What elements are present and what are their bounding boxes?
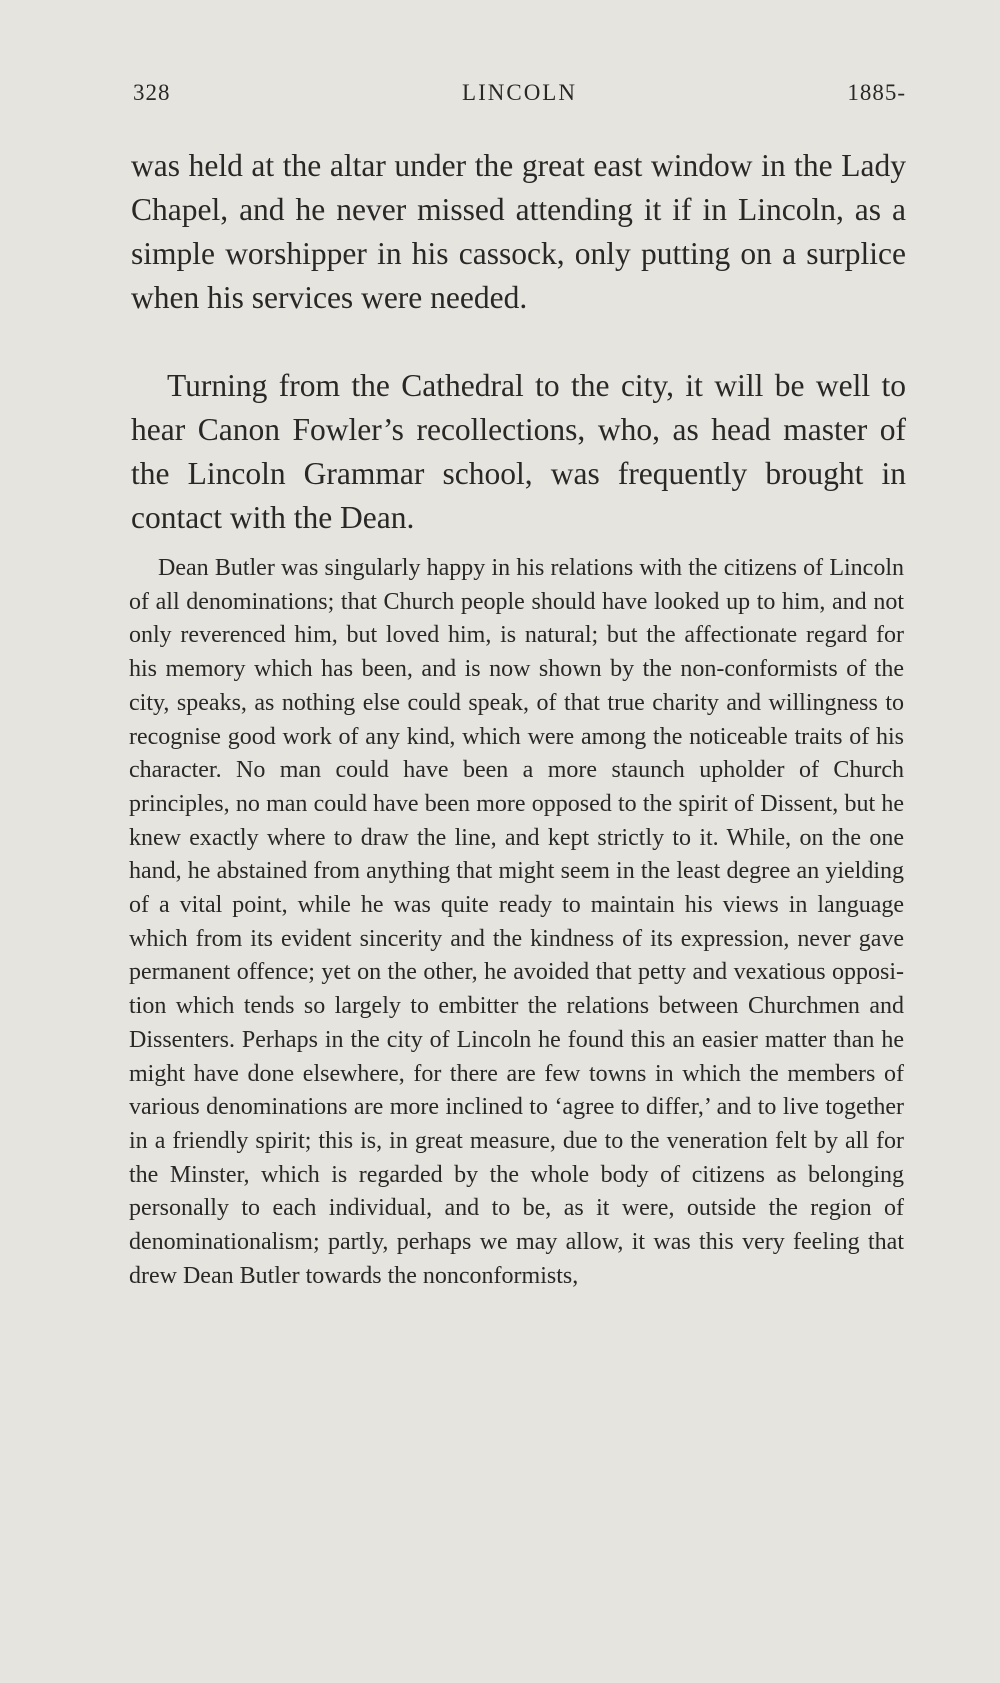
running-title: LINCOLN bbox=[462, 80, 577, 105]
header-year: 1885- bbox=[847, 80, 906, 105]
page-number: 328 bbox=[133, 80, 171, 105]
body-paragraph-1: was held at the altar under the great east window in the Lady Chapel, and he never missed attending it if in Lincoln, as a simple worshipper in his cassock, only putting on a surplice when his services were needed. bbox=[131, 148, 906, 315]
body-paragraph-2: Turning from the Cathedral to the city, it will be well to hear Canon Fowler’s recollections, who, as head master of the Lincoln Grammar school, was frequently brought in contact with the Dean. bbox=[131, 368, 906, 535]
running-header bbox=[133, 80, 906, 120]
quoted-recollection: Dean Butler was singularly happy in his relations with the citizens of Lincoln of all denominations; that Church people should have looked up to him, and not only reverenced him, but loved him, is natural; but the affectionate regard for his memory which has been, and is now shown by the non-conformists of the city, speaks, as nothing else could speak, of that true charity and willingness to recognise good work of any kind, which were among the noticeable traits of his character. No man could have been a more staunch upholder of Church principles, no man could have been more opposed to the spirit of Dissent, but he knew exactly where to draw the line, and kept strictly to it. While, on the one hand, he abstained from anything that might seem in the least degree an yielding of a vital point, while he was quite ready to maintain his views in language which from its evident sincerity and the kindness of its expression, never gave permanent offence; yet on the other, he avoided that petty and vexatious opposi-tion which tends so largely to embitter the relations between Churchmen and Dissenters. Perhaps in the city of Lincoln he found this an easier matter than he might have done elsewhere, for there are few towns in which the members of various denominations are more inclined to ‘agree to differ,’ and to live together in a friendly spirit; this is, in great measure, due to the veneration felt by all for the Minster, which is regarded by the whole body of citizens as belonging personally to each individual, and to be, as it were, outside the region of denominationalism; partly, perhaps we may allow, it was this very feeling that drew Dean Butler towards the nonconformists, bbox=[129, 555, 904, 1289]
